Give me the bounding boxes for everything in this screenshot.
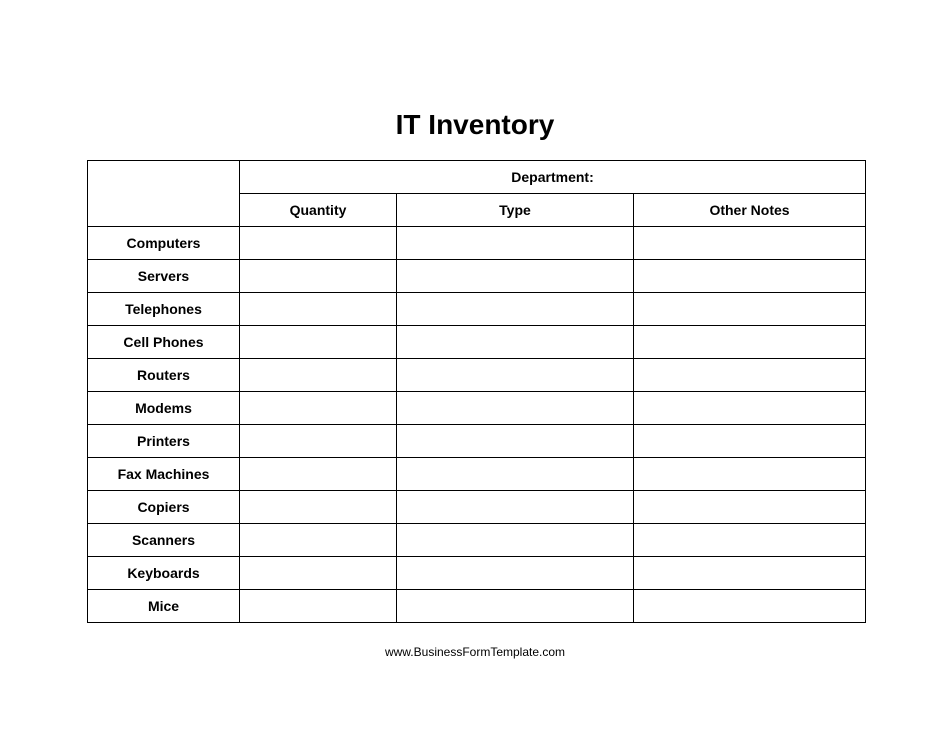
table-row	[88, 359, 866, 392]
type-cell[interactable]	[397, 293, 634, 326]
quantity-cell[interactable]	[240, 227, 397, 260]
type-cell[interactable]	[397, 491, 634, 524]
other-notes-cell[interactable]	[634, 557, 866, 590]
other-notes-cell[interactable]	[634, 590, 866, 623]
row-label: Modems	[88, 392, 240, 425]
quantity-cell[interactable]	[240, 425, 397, 458]
row-label: Telephones	[88, 293, 240, 326]
other-notes-cell[interactable]	[634, 491, 866, 524]
column-header-other-notes: Other Notes	[634, 194, 866, 227]
row-label: Printers	[88, 425, 240, 458]
type-cell[interactable]	[397, 227, 634, 260]
quantity-cell[interactable]	[240, 260, 397, 293]
table-row	[88, 458, 866, 491]
type-cell[interactable]	[397, 458, 634, 491]
type-cell[interactable]	[397, 260, 634, 293]
row-label: Cell Phones	[88, 326, 240, 359]
row-label: Keyboards	[88, 557, 240, 590]
row-label: Fax Machines	[88, 458, 240, 491]
table-row	[88, 293, 866, 326]
other-notes-cell[interactable]	[634, 392, 866, 425]
corner-cell	[88, 161, 240, 227]
quantity-cell[interactable]	[240, 392, 397, 425]
other-notes-cell[interactable]	[634, 293, 866, 326]
row-label: Scanners	[88, 524, 240, 557]
footer-url[interactable]: www.BusinessFormTemplate.com	[384, 645, 566, 659]
type-cell[interactable]	[397, 359, 634, 392]
department-field[interactable]	[240, 161, 866, 194]
quantity-cell[interactable]	[240, 590, 397, 623]
other-notes-cell[interactable]	[634, 326, 866, 359]
type-cell[interactable]	[397, 392, 634, 425]
other-notes-cell[interactable]	[634, 524, 866, 557]
column-header-quantity: Quantity	[240, 194, 397, 227]
department-row	[88, 161, 866, 194]
other-notes-cell[interactable]	[634, 458, 866, 491]
type-cell[interactable]	[397, 590, 634, 623]
table-row	[88, 557, 866, 590]
row-label: Copiers	[88, 491, 240, 524]
type-cell[interactable]	[397, 557, 634, 590]
table-row	[88, 260, 866, 293]
type-cell[interactable]	[397, 326, 634, 359]
table-row	[88, 392, 866, 425]
other-notes-cell[interactable]	[634, 359, 866, 392]
quantity-cell[interactable]	[240, 293, 397, 326]
table-row	[88, 326, 866, 359]
type-cell[interactable]	[397, 425, 634, 458]
other-notes-cell[interactable]	[634, 227, 866, 260]
quantity-cell[interactable]	[240, 557, 397, 590]
column-header-type: Type	[397, 194, 634, 227]
row-label: Computers	[88, 227, 240, 260]
inventory-table	[87, 160, 866, 623]
table-row	[88, 491, 866, 524]
table-row	[88, 590, 866, 623]
quantity-cell[interactable]	[240, 524, 397, 557]
page-title: IT Inventory	[395, 109, 555, 140]
row-label: Mice	[88, 590, 240, 623]
row-label: Servers	[88, 260, 240, 293]
type-cell[interactable]	[397, 524, 634, 557]
quantity-cell[interactable]	[240, 359, 397, 392]
quantity-cell[interactable]	[240, 326, 397, 359]
table-row	[88, 524, 866, 557]
row-label: Routers	[88, 359, 240, 392]
other-notes-cell[interactable]	[634, 260, 866, 293]
other-notes-cell[interactable]	[634, 425, 866, 458]
department-label: Department:	[511, 169, 594, 185]
table-row	[88, 227, 866, 260]
quantity-cell[interactable]	[240, 458, 397, 491]
table-row	[88, 425, 866, 458]
quantity-cell[interactable]	[240, 491, 397, 524]
